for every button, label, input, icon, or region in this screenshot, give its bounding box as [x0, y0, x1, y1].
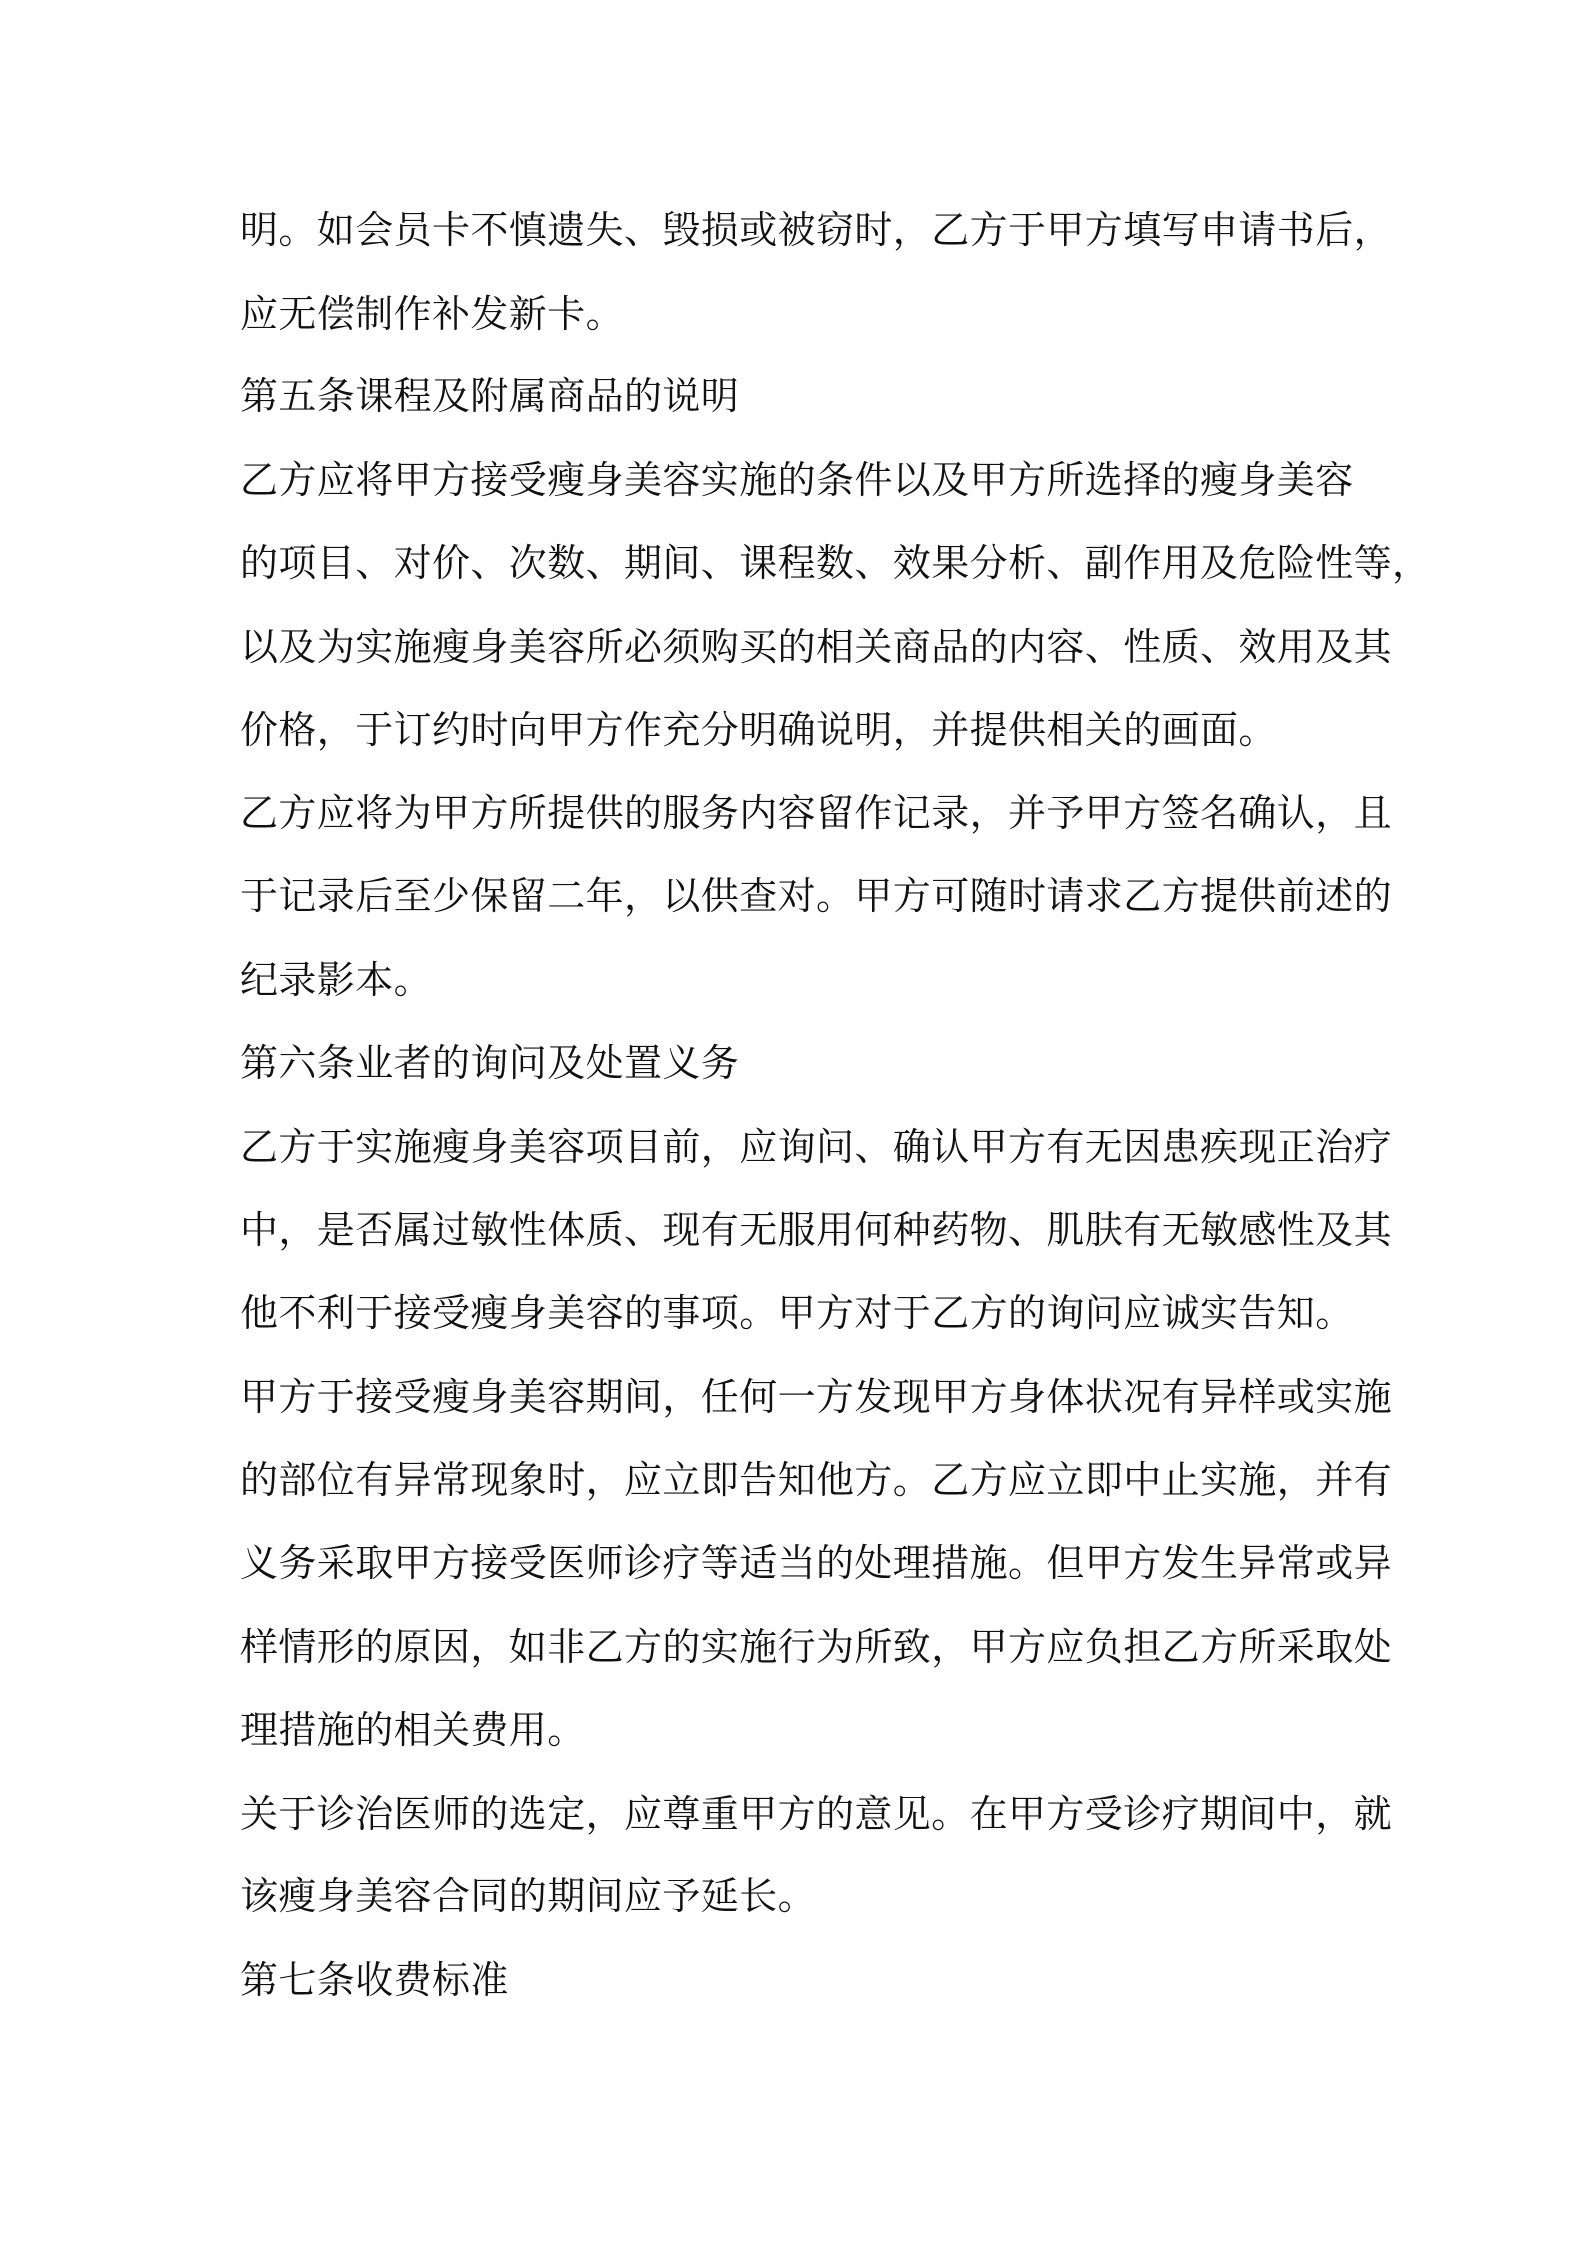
text-line: 他不利于接受瘦身美容的事项。甲方对于乙方的询问应诚实告知。: [240, 1291, 1354, 1335]
text-line: 乙方于实施瘦身美容项目前，应询问、确认甲方有无因患疾现正治疗: [240, 1125, 1393, 1169]
text-line: 关于诊治医师的选定，应尊重甲方的意见。在甲方受诊疗期间中，就: [240, 1792, 1393, 1836]
text-line: 纪录影本。: [240, 958, 433, 1002]
text-line: 应无偿制作补发新卡。: [240, 292, 625, 336]
text-line: 样情形的原因，如非乙方的实施行为所致，甲方应负担乙方所采取处: [240, 1625, 1393, 1669]
text-line: 甲方于接受瘦身美容期间，任何一方发现甲方身体状况有异样或实施: [240, 1375, 1393, 1419]
text-line: 乙方应将甲方接受瘦身美容实施的条件以及甲方所选择的瘦身美容: [240, 458, 1354, 502]
text-line: 明。如会员卡不慎遗失、毁损或被窃时，乙方于甲方填写申请书后，: [240, 208, 1393, 252]
text-line: 理措施的相关费用。: [240, 1708, 586, 1752]
text-line: 义务采取甲方接受医师诊疗等适当的处理措施。但甲方发生异常或异: [240, 1541, 1393, 1585]
section-heading-5: 第五条课程及附属商品的说明: [240, 374, 740, 418]
section-heading-6: 第六条业者的询问及处置义务: [240, 1041, 740, 1085]
section-heading-7: 第七条收费标准: [240, 1958, 509, 2002]
text-line: 的项目、对价、次数、期间、课程数、效果分析、副作用及危险性等，: [240, 541, 1431, 585]
text-line: 该瘦身美容合同的期间应予延长。: [240, 1874, 817, 1918]
text-line: 于记录后至少保留二年，以供查对。甲方可随时请求乙方提供前述的: [240, 874, 1393, 918]
text-line: 的部位有异常现象时，应立即告知他方。乙方应立即中止实施，并有: [240, 1458, 1393, 1502]
text-line: 乙方应将为甲方所提供的服务内容留作记录，并予甲方签名确认，且: [240, 791, 1393, 835]
text-line: 中，是否属过敏性体质、现有无服用何种药物、肌肤有无敏感性及其: [240, 1208, 1393, 1252]
text-line: 价格，于订约时向甲方作充分明确说明，并提供相关的画面。: [240, 708, 1277, 752]
text-line: 以及为实施瘦身美容所必须购买的相关商品的内容、性质、效用及其: [240, 625, 1393, 669]
